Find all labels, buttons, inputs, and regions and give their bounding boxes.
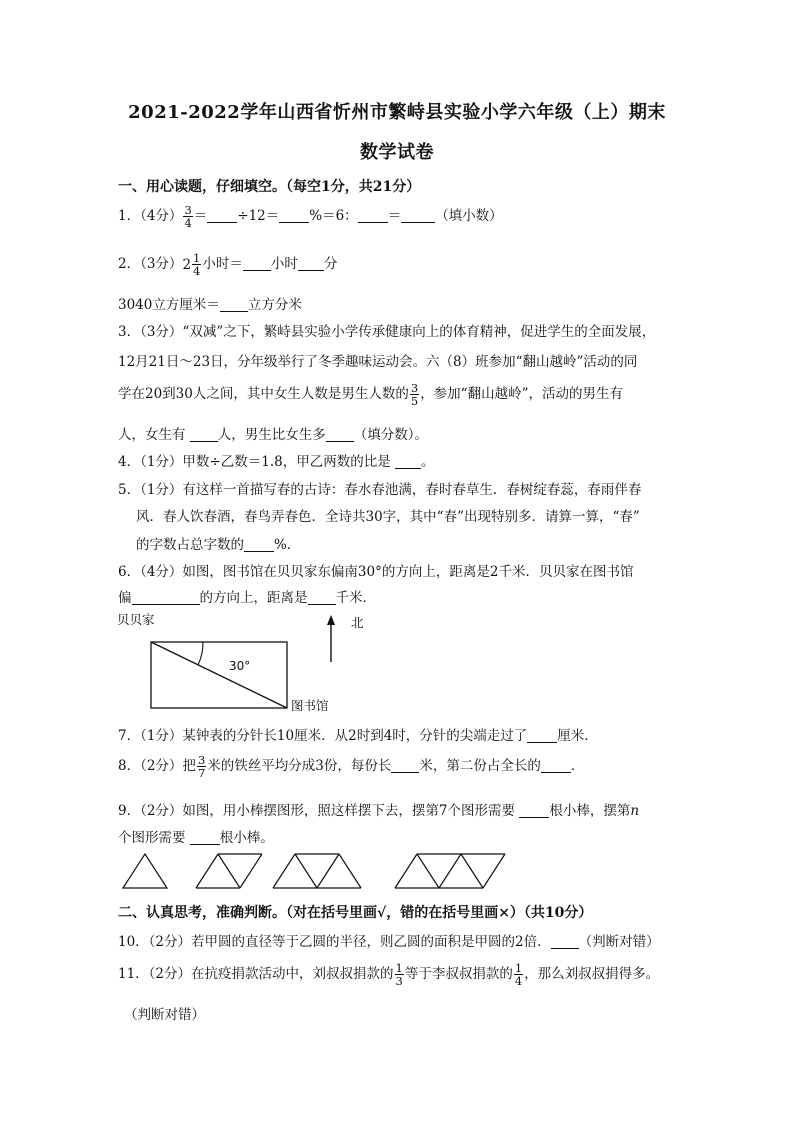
q9-blank-1[interactable] [519,803,549,818]
q6-library-label: 图书馆 [291,698,329,713]
q9-triangle-figures [118,850,518,892]
question-2: 2．（3分） 2 $\frac{1}{4}$ 小时＝ 小时 分 [118,251,338,279]
q6-angle-label: 30° [229,659,251,673]
q6-blank-1[interactable] [132,590,200,605]
q1-blank-3[interactable] [358,208,388,223]
page-title-line1: 2021-2022学年山西省忻州市繁峙县实验小学六年级（上）期末 [128,102,666,123]
question-7: 7．（1分）某钟表的分针长10厘米．从2时到4时，分针的尖端走过了 厘米． [118,728,598,744]
question-5-line2: 风．春人饮春酒，春鸟弄春色．全诗共30字，其中“春”出现特别多．请算一算，“春” [136,509,640,525]
page-title-line2: 数学试卷 [360,142,434,163]
q9-figure-4 [395,854,505,888]
q1-number: 1．（4分） [118,208,183,225]
q1-blank-4[interactable] [401,208,435,223]
question-2-line2: 3040立方厘米＝ 立方分米 [118,297,302,313]
q1-fraction: $\frac{3}{4}$ [184,203,192,231]
q6-home-label: 贝贝家 [117,612,155,627]
question-9-line2: 个图形需要 根小棒。 [118,830,274,846]
question-11-line2: （判断对错） [124,1007,205,1023]
question-5-line1: 5．（1分）有这样一首描写春的古诗：春水春池满，春时春草生．春树绽春蕊，春雨伴春 [118,482,642,498]
q6-diagonal [151,642,287,708]
q6-angle-arc [198,642,203,665]
q8-fraction: $\frac{3}{7}$ [197,753,206,781]
q11-fraction-1: $\frac{1}{3}$ [395,961,403,989]
q11-fraction-2: $\frac{1}{4}$ [514,961,523,989]
section1-heading: 一、用心读题，仔细填空。（每空1分，共21分） [118,179,421,195]
q1-blank-2[interactable] [279,208,309,223]
q2-blank-2[interactable] [298,256,324,271]
q2-mixed-number: 2 $\frac{1}{4}$ [182,251,201,279]
q3-blank-3[interactable] [326,427,354,442]
q5-blank[interactable] [244,537,274,552]
q2-blank-1[interactable] [243,256,271,271]
q2-blank-3[interactable] [220,297,248,312]
question-6-line1: 6．（4分）如图，图书馆在贝贝家东偏南30°的方向上，距离是2千米．贝贝家在图书馆 [118,564,634,580]
question-9-line1: 9．（2分）如图，用小棒摆图形，照这样摆下去，摆第7个图形需要 根小棒，摆第n [118,803,640,819]
question-10: 10．（2分）若甲圆的直径等于乙圆的半径，则乙圆的面积是甲圆的2倍． （判断对错） [118,934,660,950]
q3-fraction: $\frac{3}{5}$ [410,381,419,409]
question-11: 11．（2分）在抗疫捐款活动中，刘叔叔捐款的 $\frac{1}{3}$ 等于李叔叔捐款的 $\frac{1}{4}$ ，那么刘叔叔捐得多。 [118,961,660,989]
q10-blank[interactable] [551,934,579,949]
q9-figure-1 [123,854,167,888]
q4-blank[interactable] [395,454,421,469]
q6-north-label: 北 [351,615,364,630]
q8-blank-1[interactable] [391,758,419,773]
q6-north-arrow-head [327,615,335,625]
question-3-line4: 人，女生有 人，男生比女生多 （填分数）。 [118,427,429,443]
q9-figure-3 [273,854,361,888]
q9-figure-2 [196,854,262,888]
q6-direction-figure [115,610,375,716]
q7-blank[interactable] [527,728,557,743]
q8-blank-2[interactable] [541,758,571,773]
q9-blank-2[interactable] [190,830,220,845]
question-1: 1．（4分） $\frac{3}{4}$ ＝ ÷12＝ %＝6： ＝ （填小数） [118,203,503,231]
section2-heading: 二、认真思考，准确判断。（对在括号里画√，错的在括号里画×）（共10分） [118,905,593,921]
question-3-line2: 12月21日～23日，分年级举行了冬季趣味运动会。六（8）班参加“翻山越岭”活动的同 [118,354,638,370]
question-3-line3: 学在20到30人之间，其中女生人数是男生人数的 $\frac{3}{5}$ ，参加“翻山越岭”，活动的男生有 [118,381,623,409]
question-4: 4．（1分）甲数÷乙数＝1.8，甲乙两数的比是 。 [118,454,435,470]
question-6-line2: 偏 的方向上，距离是 千米． [118,590,376,606]
q6-blank-2[interactable] [308,590,336,605]
question-5-line3: 的字数占总字数的 %． [136,537,301,553]
q3-blank-2[interactable] [190,427,218,442]
q1-blank-1[interactable] [207,208,237,223]
question-3-line1: 3．（3分）“双减”之下，繁峙县实验小学传承健康向上的体育精神，促进学生的全面发展， [118,324,656,340]
question-8: 8．（2分）把 $\frac{3}{7}$ 米的铁丝平均分成3份，每份长 米，第二份占全长的 ． [118,753,585,781]
